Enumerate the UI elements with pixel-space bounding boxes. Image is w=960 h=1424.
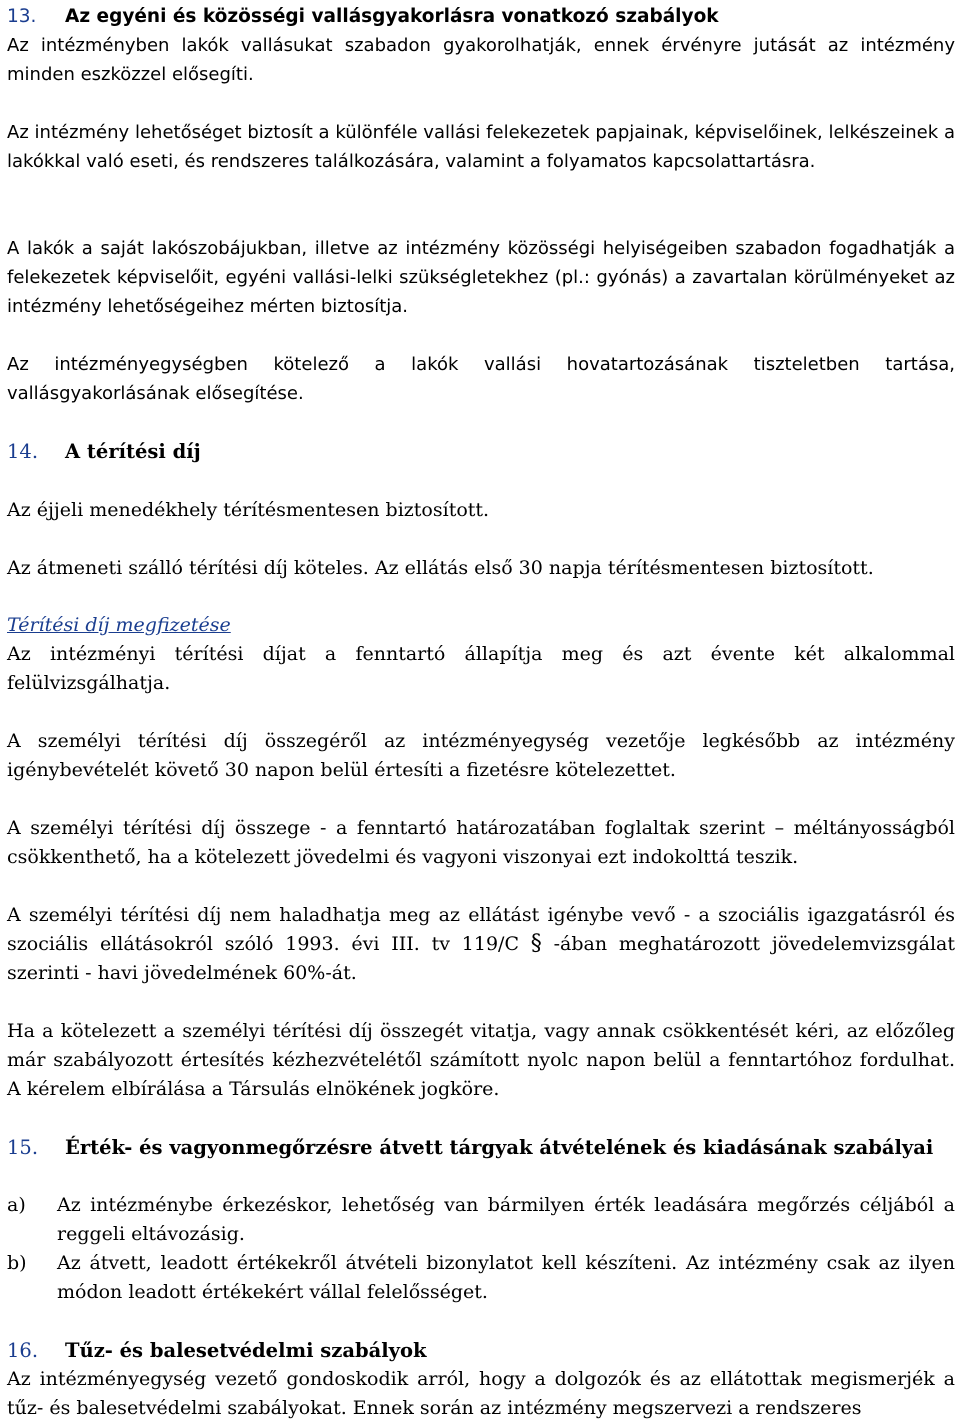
section-14-paragraph-4: A személyi térítési díj összegéről az intézményegység vezetője legkésőbb az intézmény igénybevételét követő 30 napon belül értesíti a fizetésre kötelezettet. — [7, 730, 955, 781]
list-item-marker: a) — [7, 1194, 26, 1216]
section-14-heading — [7, 437, 955, 466]
section-14-paragraph-3: Az intézményi térítési díjat a fenntartó állapítja meg és azt évente két alkalommal felülvizsgálhatja. — [7, 643, 955, 694]
section-16-heading — [7, 1336, 955, 1365]
list-item-text: Az átvett, leadott értékekről átvételi bizonylatot kell készíteni. Az intézmény csak az ilyen módon leadott értékekért vállal felelősséget. — [57, 1252, 955, 1303]
section-15-heading — [7, 1133, 955, 1162]
fee-payment-subheading: Térítési díj megfizetése — [7, 614, 231, 636]
section-13-paragraph-3: A lakók a saját lakószobájukban, illetve az intézmény közösségi helyiségeiben szabadon fogadhatják a felekezetek képviselőit, egyéni vallási-lelki szükségletekhez (pl.: gyónás) a zavartalan körülményeket az intézmény lehetőségeihez mérten biztosítja. — [7, 238, 955, 317]
section-14-paragraph-6-part-1: A személyi térítési díj nem haladhatja meg az ellátást igénybe vevő - a szociális igazgatásról és szociális ellátásokról szóló 1993. évi III. tv 119/C — [7, 904, 955, 955]
list-item — [7, 1249, 955, 1307]
section-14-title: A térítési díj — [65, 440, 201, 463]
list-item-marker: b) — [7, 1252, 27, 1274]
section-16-paragraph-1: Az intézményegység vezető gondoskodik arról, hogy a dolgozók és az ellátottak megismerjék a tűz- és balesetvédelmi szabályokat. Ennek során az intézmény megszervezi a rendszeres — [7, 1368, 955, 1419]
section-13-number: 13. — [7, 6, 37, 27]
section-13-title: Az egyéni és közösségi vallásgyakorlásra vonatkozó szabályok — [65, 6, 719, 27]
section-14-paragraph-7: Ha a kötelezett a személyi térítési díj összegét vitatja, vagy annak csökkentését kéri, az előzőleg már szabályozott értesítés kézhezvételétől számított nyolc napon belül a fenntartóhoz fordulhat. A kérelem elbírálása a Társulás elnökének jogköre. — [7, 1020, 955, 1100]
section-14-paragraph-1: Az éjjeli menedékhely térítésmentesen biztosított. — [7, 499, 490, 521]
section-15-title: Érték- és vagyonmegőrzésre átvett tárgyak átvételének és kiadásának szabályai — [65, 1136, 934, 1159]
section-14-number: 14. — [7, 440, 39, 463]
list-item-text: Az intézménybe érkezéskor, lehetőség van bármilyen érték leadására megőrzés céljából a reggeli eltávozásig. — [57, 1194, 955, 1245]
section-14-paragraph-5: A személyi térítési díj összege - a fenntartó határozatában foglaltak szerint – méltányosságból csökkenthető, ha a kötelezett jövedelmi és vagyoni viszonyai ezt indokolttá teszik. — [7, 817, 955, 868]
section-16-number: 16. — [7, 1339, 39, 1362]
section-sign: § — [530, 931, 542, 956]
section-16-title: Tűz- és balesetvédelmi szabályok — [65, 1339, 427, 1362]
section-13-heading — [7, 2, 955, 31]
section-14-paragraph-2: Az átmeneti szálló térítési díj köteles. Az ellátás első 30 napja térítésmentesen biztosított. — [7, 557, 874, 579]
section-13-paragraph-2: Az intézmény lehetőséget biztosít a különféle vallási felekezetek papjainak, képviselőinek, lelkészeinek a lakókkal való eseti, és rendszeres találkozására, valamint a folyamatos kapcsolattartásra. — [7, 122, 955, 172]
section-13-paragraph-1: Az intézményben lakók vallásukat szabadon gyakorolhatják, ennek érvényre jutását az intézmény minden eszközzel elősegíti. — [7, 35, 955, 85]
section-14-paragraph-6-part-2: -ában meghatározott jövedelemvizsgálat szerinti - havi jövedelmének 60%-át. — [7, 933, 955, 984]
section-13-paragraph-4: Az intézményegységben kötelező a lakók vallási hovatartozásának tiszteletben tartása, vallásgyakorlásának elősegítése. — [7, 354, 955, 404]
section-14-paragraph-6 — [7, 901, 955, 988]
section-15-number: 15. — [7, 1136, 39, 1159]
list-item — [7, 1191, 955, 1249]
